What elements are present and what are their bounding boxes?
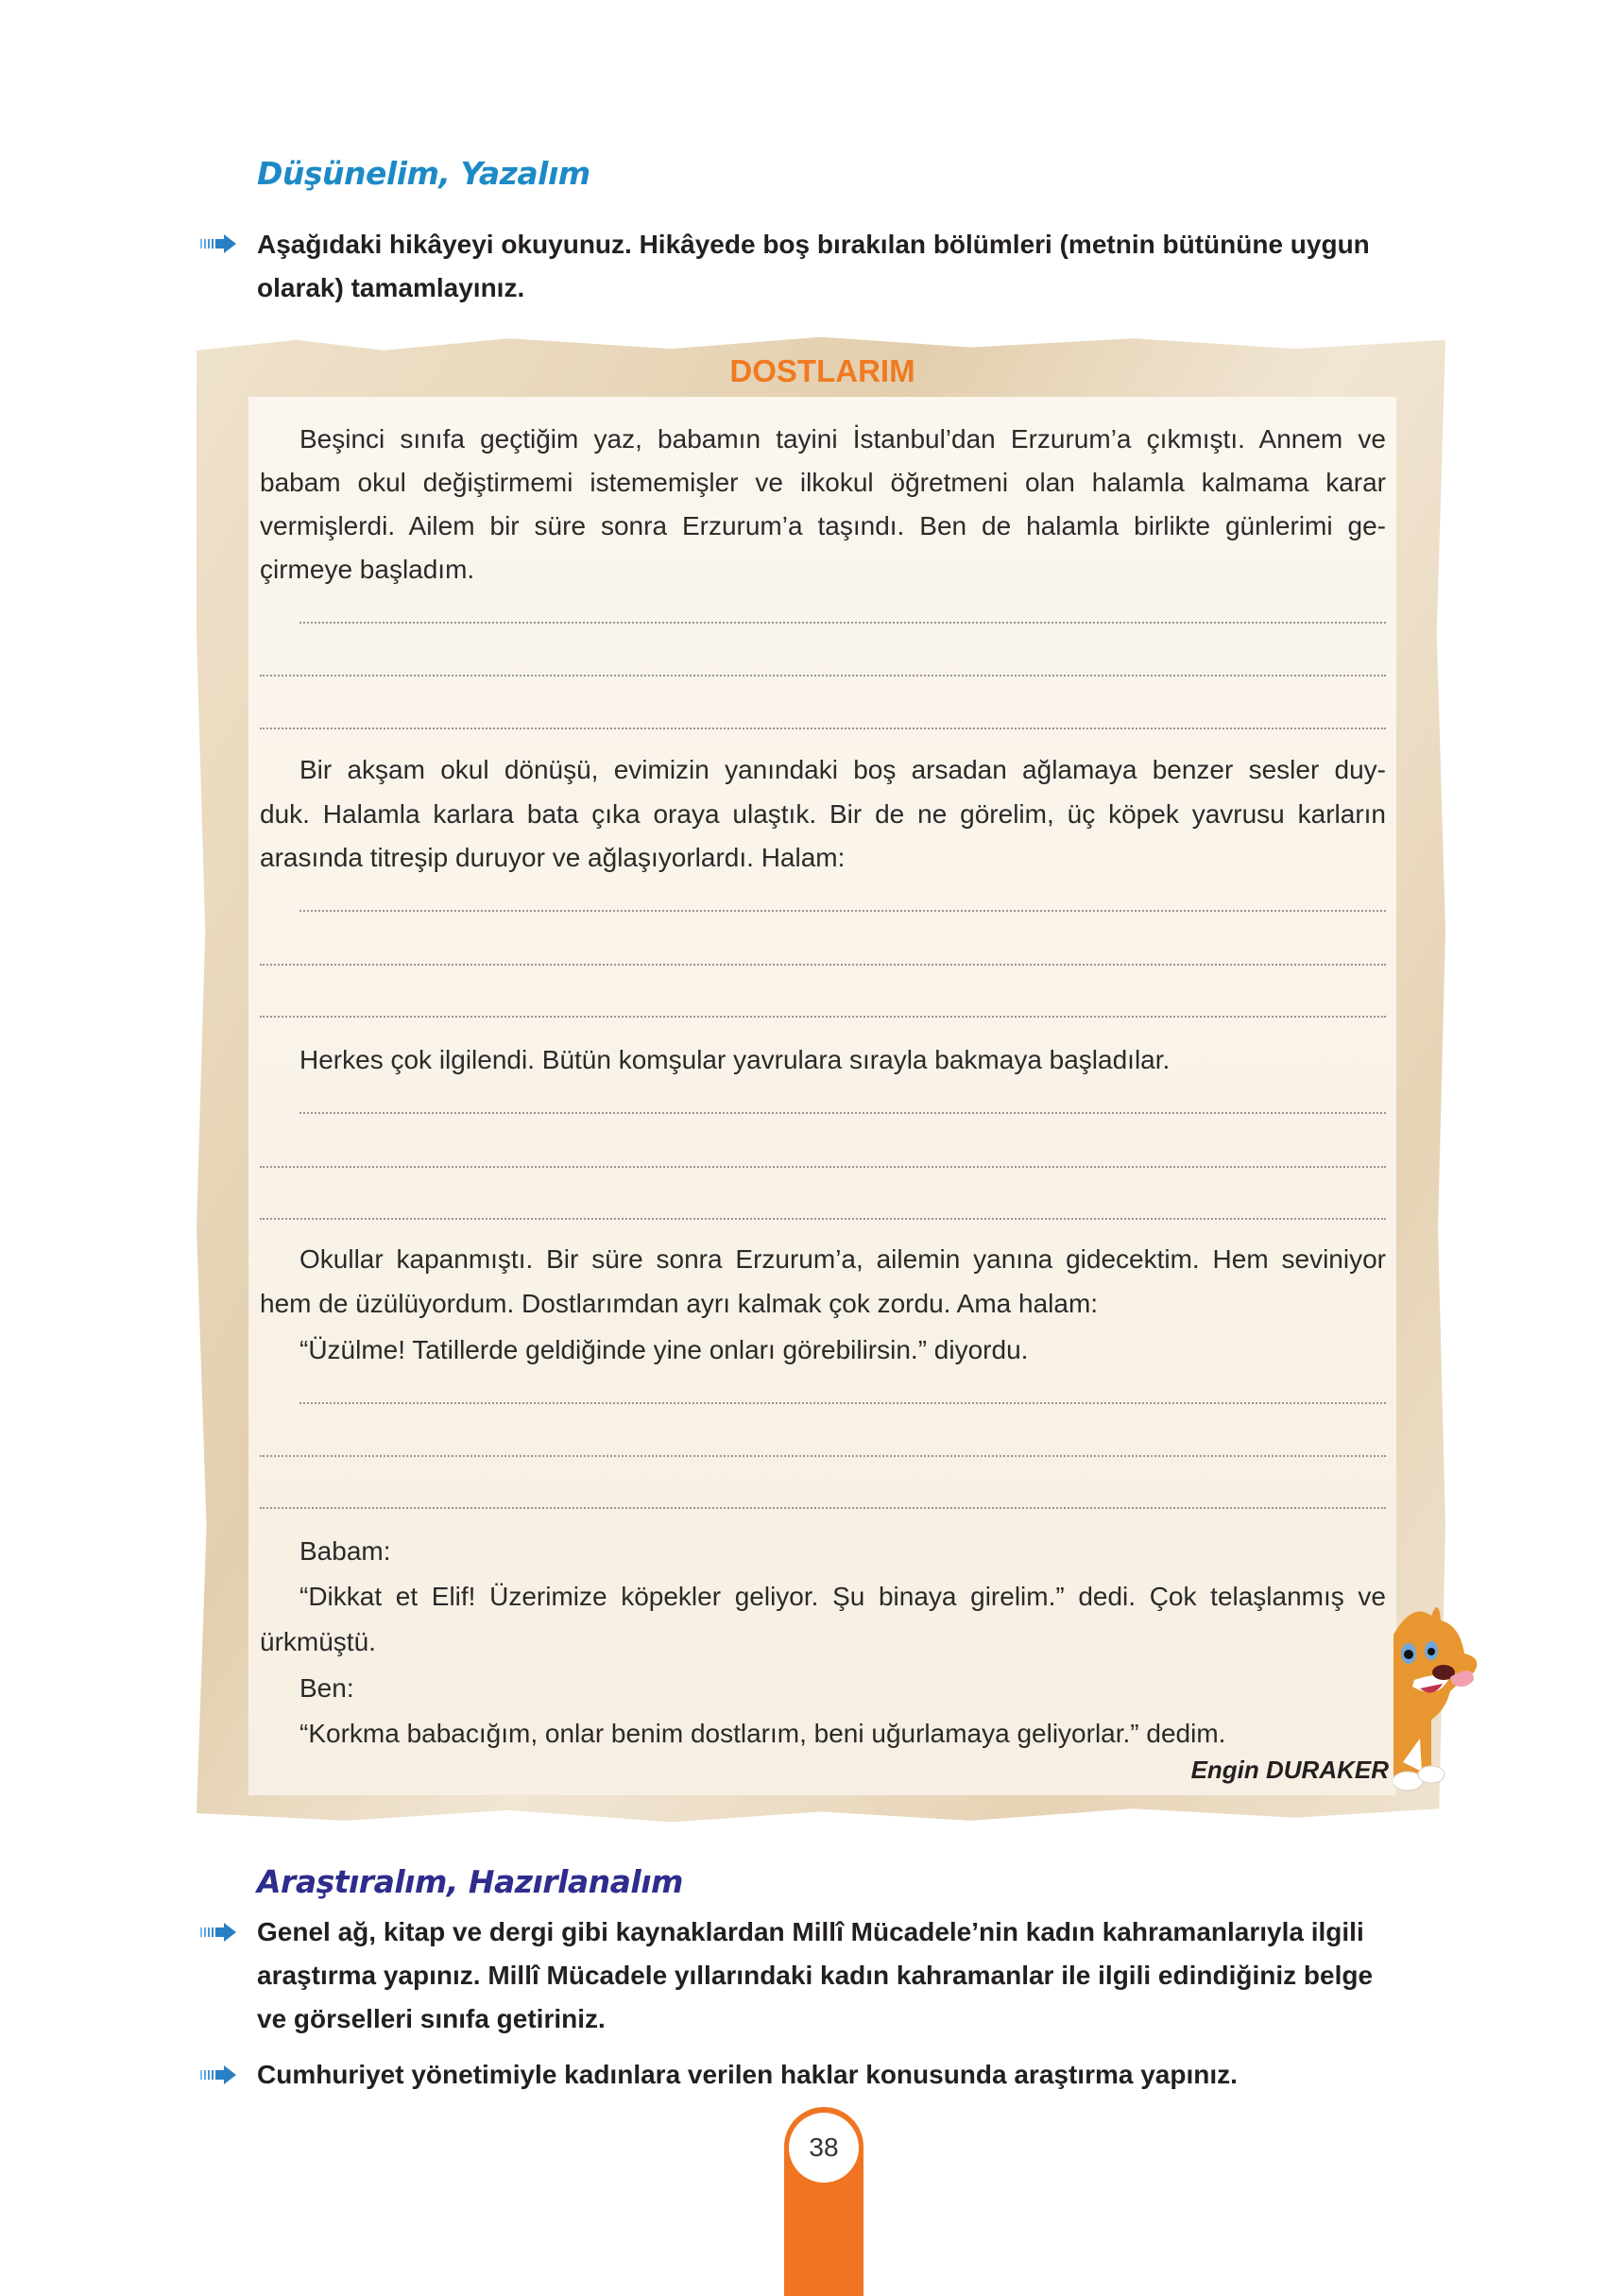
story-line: “Korkma babacığım, onlar benim dostlarım, beni uğurlamaya geliyorlar.” dedim. [299, 1719, 1226, 1748]
story-line: hem de üzülüyordum. Dostlarımdan ayrı kalmak çok zordu. Ama halam: [260, 1289, 1099, 1318]
answer-line[interactable] [260, 728, 1386, 729]
story-line: duk. Halamla karlara bata çıka oraya ulaştık. Bir de ne görelim, üç köpek yavrusu karların [260, 799, 1386, 829]
story-line: Beşinci sınıfa geçtiğim yaz, babamın tayini İstanbul’dan Erzurum’a çıkmıştı. Annem ve [299, 424, 1386, 454]
answer-line[interactable] [260, 1166, 1386, 1168]
answer-line[interactable] [260, 1016, 1386, 1018]
research-item-1 [257, 1910, 1447, 2041]
arrow-bullet-icon [200, 1923, 238, 1942]
answer-line[interactable] [260, 1455, 1386, 1457]
instruction-line: Aşağıdaki hikâyeyi okuyunuz. Hikâyede boş bırakılan bölümleri (metnin bütününe uygun [257, 230, 1370, 259]
research-line: Cumhuriyet yönetimiyle kadınlara verilen haklar konusunda araştırma yapınız. [257, 2060, 1238, 2089]
story-line: Okullar kapanmıştı. Bir süre sonra Erzurum’a, ailemin yanına gidecektim. Hem seviniyor [299, 1244, 1386, 1274]
instruction-text [257, 223, 1447, 310]
instruction-line: olarak) tamamlayınız. [257, 273, 525, 302]
research-item-2 [257, 2053, 1447, 2097]
answer-line[interactable] [299, 1112, 1386, 1114]
story-line: Bir akşam okul dönüşü, evimizin yanındaki boş arsadan ağlamaya benzer sesler duy- [299, 755, 1386, 784]
story-line: arasında titreşip duruyor ve ağlaşıyorlardı. Halam: [260, 843, 846, 872]
story-line: “Dikkat et Elif! Üzerimize köpekler geliyor. Şu binaya girelim.” dedi. Çok telaşlanmış ve [299, 1582, 1386, 1611]
section-heading-dusunelim: Düşünelim, Yazalım [257, 155, 590, 192]
page-number: 38 [789, 2113, 859, 2183]
story-line: Herkes çok ilgilendi. Bütün komşular yavrulara sırayla bakmaya başladılar. [299, 1045, 1171, 1074]
answer-line[interactable] [260, 675, 1386, 677]
research-line: ve görselleri sınıfa getiriniz. [257, 2004, 606, 2033]
story-line: vermişlerdi. Ailem bir süre sonra Erzurum’a taşındı. Ben de halamla birlikte günlerimi ge- [260, 511, 1386, 540]
story-line: babam okul değiştirmemi istememişler ve ilkokul öğretmeni olan halamla kalmama karar [260, 468, 1386, 497]
story-line: “Üzülme! Tatillerde geldiğinde yine onları görebilirsin.” diyordu. [299, 1335, 1029, 1364]
arrow-bullet-icon [200, 234, 238, 253]
section-heading-arastiralim: Araştıralım, Hazırlanalım [257, 1863, 683, 1900]
answer-line[interactable] [299, 1402, 1386, 1404]
answer-line[interactable] [299, 622, 1386, 624]
answer-line[interactable] [260, 964, 1386, 966]
story-line: Babam: [299, 1536, 391, 1566]
answer-line[interactable] [299, 910, 1386, 912]
answer-line[interactable] [260, 1507, 1386, 1509]
answer-line[interactable] [260, 1218, 1386, 1220]
story-line: çirmeye başladım. [260, 555, 475, 584]
story-line: Ben: [299, 1673, 354, 1703]
research-line: araştırma yapınız. Millî Mücadele yıllarındaki kadın kahramanlar ile ilgili edindiğiniz belge [257, 1961, 1374, 1990]
puppy-illustration-icon [1393, 1597, 1483, 1795]
story-author: Engin DURAKER [1190, 1756, 1389, 1784]
research-line: Genel ağ, kitap ve dergi gibi kaynaklardan Millî Mücadele’nin kadın kahramanlarıyla ilgili [257, 1917, 1364, 1946]
story-title: DOSTLARIM [729, 353, 915, 388]
story-line: ürkmüştü. [260, 1627, 376, 1656]
arrow-bullet-icon [200, 2065, 238, 2084]
